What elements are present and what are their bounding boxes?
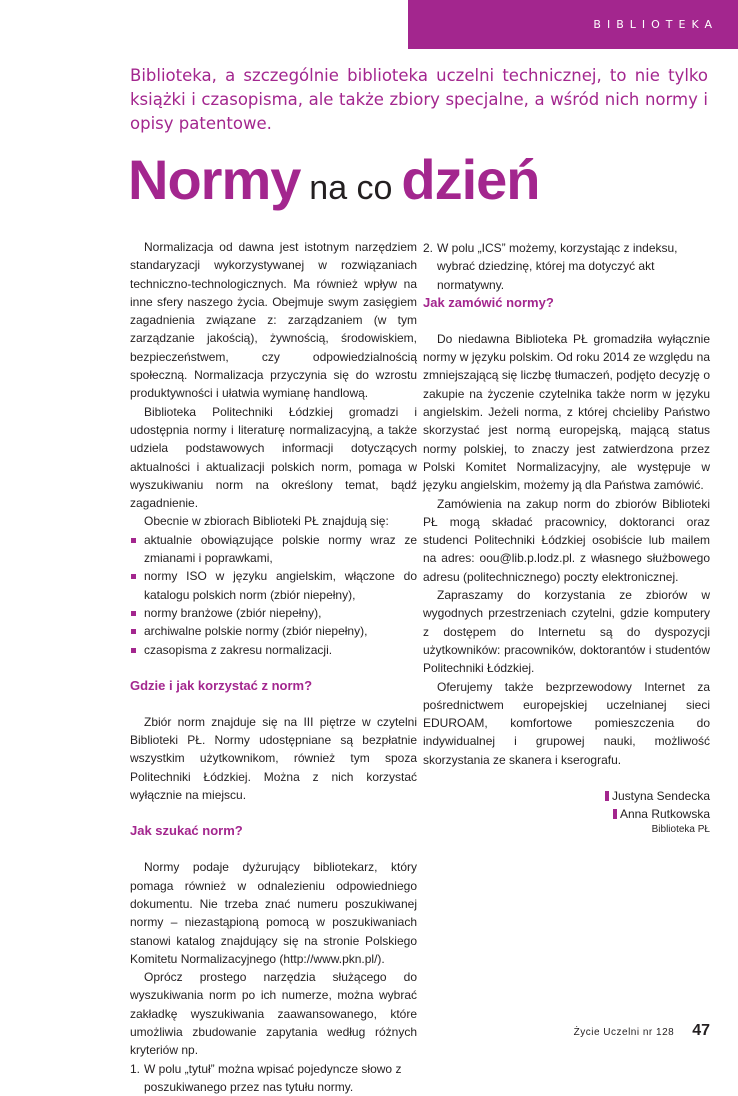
paragraph-do-niedawna: Do niedawna Biblioteka PŁ gromadziła wyłącznie normy w języku polskim. Od roku 2014 ze względu na zmniejszającą się liczbę tłumaczeń, podjęto decyzję o zakupie na życzenie czytelnika także norm w języku angielskim. Jeżeli norma, z której chcieliby Państwo skorzystać jest normą europejską, mającą status normy polskiej, to znaczy jest zatwierdzona przez Polski Komitet Normalizacyjny, ale występuje w języku angielskim, możemy ją dla Państwa zamówić. [423, 331, 710, 493]
list-item: normy branżowe (zbiór niepełny), [130, 604, 417, 622]
list-item: czasopisma z zakresu normalizacji. [130, 641, 417, 659]
list-number: 2. [423, 241, 434, 255]
paragraph-dyzurujacy: Normy podaje dyżurujący bibliotekarz, który pomaga również w odnalezieniu odpowiedniego dokumentu. Nie trzeba znać numeru poszukiwanej normy – niezastąpioną pomocą w poszukiwaniach stanowi katalog znajdujący się na stronie Polskiego Komitetu Normalizacyjnego (http://www.pkn.pl/). [130, 860, 417, 966]
section-banner [408, 0, 738, 49]
list-item [423, 239, 710, 294]
heading-jak-zamowic: Jak zamówić normy? [423, 294, 554, 310]
signature-block [423, 787, 710, 836]
list-text: W polu „tytuł” można wpisać pojedyncze słowo z poszukiwanego przez nas tytułu normy. [144, 1061, 402, 1094]
author-name: Justyna Sendecka [611, 789, 710, 804]
author [423, 805, 710, 823]
lead-paragraph: Biblioteka, a szczególnie biblioteka uczelni technicznej, to nie tylko książki i czasopisma, ale także zbiory specjalne, a wśród nich normy i opisy patentowe. [130, 66, 708, 133]
list-item: normy ISO w języku angielskim, włączone do katalogu polskich norm (zbiór niepełny), [130, 567, 417, 604]
list-item: archiwalne polskie normy (zbiór niepełny), [130, 622, 417, 640]
collection-list [130, 531, 417, 659]
paragraph-normalizacja: Normalizacja od dawna jest istotnym narzędziem standaryzacji wykorzystywanej w rozwiązaniach techniczno-technologicznych. Ma również wpływ na inne sfery naszego życia. Obejmuje swym zasięgiem zagadnienia związane z: zarządzaniem (w tym zarządzanie jakością), żywnością, środowiskiem, bezpieczeństwem, czy odpowiedzialnością społeczną. Normalizacja przyczynia się do wzrostu produktywności i ułatwia wymianę handlową. [130, 240, 417, 401]
right-column [423, 239, 710, 836]
square-bullet-icon [613, 809, 617, 819]
paragraph-biblioteka: Biblioteka Politechniki Łódzkiej gromadzi i udostępnia normy i literaturę normalizacyjną, a także udziela podstawowych informacji dotyczących aktualności i aktualizacji polskich norm, pomaga w wyszukiwaniu norm na określony temat, bądź zagadnienie. [130, 404, 417, 511]
page-number: 47 [692, 1022, 710, 1039]
list-number: 1. [130, 1061, 141, 1076]
paragraph-zbior-norm: Zbiór norm znajduje się na III piętrze w czytelni Biblioteki PŁ. Normy udostępniane są bezpłatnie wszystkim użytkownikom, również tym spoza Politechniki Łódzkiej. Można z nich korzystać wyłącznie na miejscu. [130, 714, 417, 803]
list-item: aktualnie obowiązujące polskie normy wraz ze zmianami i poprawkami, [130, 531, 417, 568]
author-name: Anna Rutkowska [619, 807, 710, 822]
list-item [130, 1060, 417, 1096]
author-affiliation: Biblioteka PŁ [651, 824, 710, 836]
heading-jak-szukac: Jak szukać norm? [130, 823, 243, 839]
paragraph-oferujemy: Oferujemy także bezprzewodowy Internet za pośrednictwem europejskiej uczelnianej sieci EDUROAM, komfortowe pomieszczenia do indywidualnej i grupowej nauki, możliwość skorzystania ze skanera i kserografu. [423, 679, 710, 767]
list-text: W polu „ICS” możemy, korzystając z indeksu, wybrać dziedzinę, której ma dotyczyć akt normatywny. [437, 241, 678, 292]
paragraph-zamowienia: Zamówienia na zakup norm do zbiorów Biblioteki PŁ mogą składać pracownicy, doktoranci oraz studenci Politechniki Łódzkiej osobiście lub mailem na adres: oou@lib.p.lodz.pl. z własnego służbowego adresu (politechnicznego) poczty elektronicznej. [423, 496, 710, 584]
title-word-normy: Normy [128, 148, 301, 211]
paragraph-obecnie: Obecnie w zbiorach Biblioteki PŁ znajdują się: [144, 514, 389, 529]
left-column [130, 238, 417, 1096]
search-criteria-list [130, 1060, 417, 1096]
title-word-na-co: na co [309, 169, 393, 207]
square-bullet-icon [605, 791, 609, 801]
paragraph-oprocz: Oprócz prostego narzędzia służącego do wyszukiwania norm po ich numerze, można wybrać zakładkę wyszukiwania zaawansowanego, które umożliwia zbudowanie zapytania według różnych kryteriów np. [130, 970, 417, 1058]
title-word-dzien: dzień [401, 148, 540, 211]
magazine-name: Życie Uczelni nr 128 [573, 1027, 675, 1038]
paragraph-zapraszamy: Zapraszamy do korzystania ze zbiorów w wygodnych przestrzeniach czytelni, gdzie komputery z dostępem do Internetu są do dyspozycji użytkowników: pracowników, doktorantów i studentów Politechniki Łódzkiej. [423, 588, 710, 676]
heading-gdzie-korzystac: Gdzie i jak korzystać z norm? [130, 677, 313, 693]
section-label: BIBLIOTEKA [593, 18, 718, 31]
article-title [128, 148, 540, 211]
author [423, 787, 710, 805]
search-criteria-list-cont [423, 239, 710, 294]
page-footer [574, 1022, 710, 1040]
